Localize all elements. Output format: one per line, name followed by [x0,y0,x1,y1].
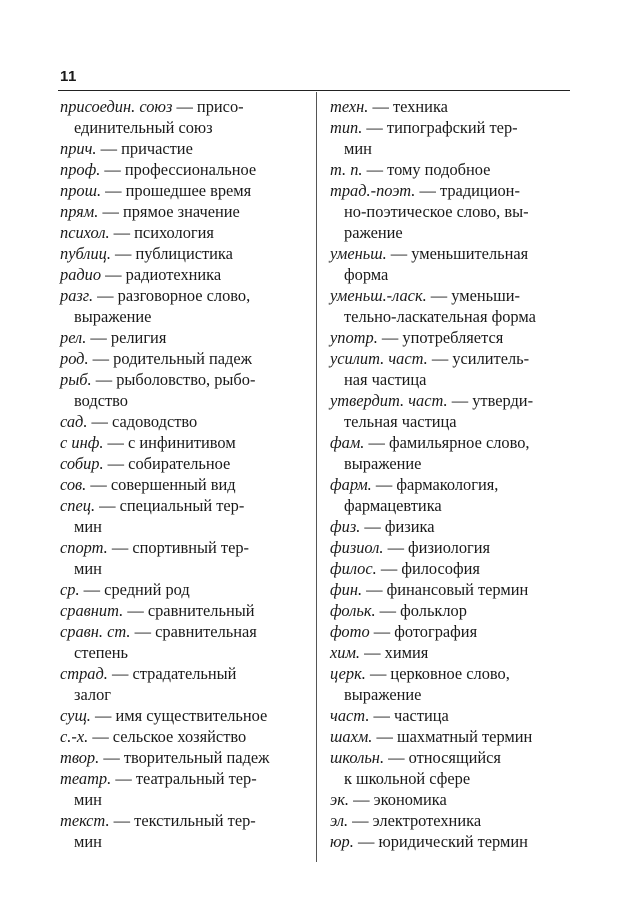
abbreviation-definition: — радиотехника [101,265,222,284]
abbreviation-entry [60,537,296,558]
abbreviation-entry [60,453,296,474]
abbreviation-definition: выражение [344,454,422,473]
abbreviation-entry [60,348,296,369]
abbreviation-definition: — электротехника [348,811,482,830]
abbreviation-term: разг. [60,286,94,305]
abbreviation-entry [60,579,296,600]
abbreviation-entry [330,537,566,558]
abbreviation-entry [60,159,296,180]
abbreviation-term: сущ. [60,706,91,725]
abbreviation-definition: тельно-ласкательная форма [344,307,536,326]
abbreviation-term: театр. [60,769,112,788]
abbreviation-definition: — химия [360,643,429,662]
abbreviation-entry [60,432,296,453]
abbreviation-definition: форма [344,265,389,284]
abbreviation-entry [330,621,566,642]
abbreviation-entry [330,579,566,600]
abbreviation-term: фам. [330,433,365,452]
abbreviation-definition: — родительный падеж [88,349,252,368]
abbreviation-definition: выражение [344,685,422,704]
abbreviation-entry [330,747,566,768]
abbreviation-term: радио [60,265,102,284]
abbreviation-term: эл. [330,811,349,830]
abbreviation-definition: — творительный падеж [99,748,270,767]
abbreviation-term: рел. [60,328,87,347]
abbreviation-entry [60,810,296,831]
abbreviation-entry [330,180,566,201]
abbreviation-definition: — физиология [383,538,491,557]
left-column [60,96,296,852]
entry-continuation [60,789,296,810]
abbreviation-definition: — типографский тер- [362,118,518,137]
entry-continuation [330,201,566,222]
abbreviation-term: проф. [60,160,101,179]
abbreviation-definition: — имя существительное [90,706,268,725]
abbreviation-term: юр. [330,832,354,851]
abbreviation-entry [60,705,296,726]
abbreviation-definition: выражение [74,307,152,326]
abbreviation-entry [60,138,296,159]
entry-continuation [330,306,566,327]
abbreviation-definition: — юридический термин [353,832,528,851]
abbreviation-term: род. [60,349,89,368]
abbreviation-entry [60,621,296,642]
abbreviation-entry [330,243,566,264]
abbreviation-term: усилит. част. [330,349,428,368]
abbreviation-definition: — шахматный термин [372,727,533,746]
entry-continuation [330,222,566,243]
abbreviation-definition: — относящийся [384,748,501,767]
abbreviation-term: употр. [330,328,378,347]
entry-continuation [60,831,296,852]
abbreviation-definition: — профессиональное [100,160,257,179]
abbreviation-term: трад.-поэт. [330,181,416,200]
abbreviation-entry [60,663,296,684]
abbreviation-term: утвердит. част. [330,391,448,410]
entry-continuation [330,138,566,159]
abbreviation-definition: залог [74,685,111,704]
abbreviation-definition: — присо- [172,97,244,116]
entry-continuation [330,453,566,474]
entry-continuation [330,411,566,432]
abbreviation-term: физиол. [330,538,384,557]
abbreviation-entry [330,642,566,663]
entry-continuation [60,516,296,537]
abbreviation-entry [330,516,566,537]
abbreviation-definition: мин [74,559,102,578]
abbreviation-term: сов. [60,475,87,494]
column-divider [316,92,317,862]
abbreviation-entry [60,180,296,201]
abbreviation-term: публиц. [60,244,111,263]
abbreviation-definition: мин [74,790,102,809]
abbreviation-definition: ная частица [344,370,427,389]
abbreviation-definition: — театральный тер- [111,769,257,788]
abbreviation-definition: — фамильярное слово, [364,433,530,452]
abbreviation-term: филос. [330,559,377,578]
abbreviation-definition: — церковное слово, [365,664,510,683]
abbreviation-entry [330,789,566,810]
entry-continuation [330,369,566,390]
abbreviation-term: спец. [60,496,96,515]
abbreviation-entry [330,96,566,117]
abbreviation-definition: — с инфинитивом [103,433,236,452]
entry-continuation [60,117,296,138]
abbreviation-entry [330,285,566,306]
entry-continuation [60,558,296,579]
abbreviation-entry [60,369,296,390]
abbreviation-entry [60,411,296,432]
abbreviation-definition: ражение [344,223,403,242]
abbreviation-entry [330,432,566,453]
abbreviation-definition: единительный союз [74,118,213,137]
abbreviation-definition: — сравнительный [123,601,255,620]
abbreviation-definition: — сельское хозяйство [88,727,247,746]
abbreviation-entry [60,768,296,789]
abbreviation-term: текст. [60,811,110,830]
abbreviation-definition: к школьной сфере [344,769,471,788]
abbreviation-entry [60,222,296,243]
abbreviation-definition: — экономика [349,790,447,809]
abbreviation-term: с инф. [60,433,104,452]
abbreviation-definition: — традицион- [415,181,520,200]
abbreviation-entry [330,558,566,579]
abbreviation-term: фин. [330,580,363,599]
abbreviation-entry [330,810,566,831]
abbreviation-definition: мин [344,139,372,158]
entry-continuation [330,684,566,705]
abbreviation-entry [330,117,566,138]
entry-continuation [330,495,566,516]
abbreviation-term: церк. [330,664,366,683]
abbreviation-entry [330,705,566,726]
abbreviation-definition: — уменьшительная [386,244,529,263]
abbreviation-term: фото [330,622,370,641]
abbreviation-definition: — психология [109,223,214,242]
abbreviation-definition: — употребляется [377,328,504,347]
abbreviation-entry [60,726,296,747]
abbreviation-term: уменьш. [330,244,387,263]
abbreviation-term: фарм. [330,475,372,494]
abbreviation-term: собир. [60,454,104,473]
abbreviation-term: школьн. [330,748,385,767]
abbreviation-term: тип. [330,118,363,137]
abbreviation-definition: — причастие [96,139,193,158]
right-column [330,96,566,852]
abbreviation-definition: — садоводство [87,412,198,431]
abbreviation-definition: — частица [369,706,449,725]
abbreviation-definition: степень [74,643,129,662]
abbreviation-term: т. п. [330,160,363,179]
abbreviation-term: хим. [330,643,361,662]
abbreviation-term: спорт. [60,538,108,557]
abbreviation-term: сравн. ст. [60,622,131,641]
abbreviation-definition: — фотография [369,622,478,641]
abbreviation-definition: — тому подобное [362,160,491,179]
abbreviation-term: шахм. [330,727,373,746]
abbreviation-definition: — специальный тер- [95,496,245,515]
abbreviation-entry [60,495,296,516]
abbreviation-entry [330,474,566,495]
abbreviation-definition: — собирательное [103,454,231,473]
abbreviation-definition: — фармакология, [371,475,499,494]
abbreviation-entry [60,747,296,768]
abbreviation-definition: — страдательный [107,664,237,683]
abbreviation-entry [60,243,296,264]
abbreviation-term: прош. [60,181,102,200]
abbreviation-term: прич. [60,139,97,158]
abbreviation-definition: — уменьши- [426,286,521,305]
abbreviation-entry [330,663,566,684]
abbreviation-term: ср. [60,580,80,599]
abbreviation-term: сад. [60,412,88,431]
entry-continuation [60,642,296,663]
abbreviation-entry [330,726,566,747]
abbreviation-definition: но-поэтическое слово, вы- [344,202,529,221]
abbreviation-entry [330,831,566,852]
abbreviation-term: уменьш.-ласк. [330,286,427,305]
abbreviation-entry [330,348,566,369]
abbreviation-term: част. [330,706,370,725]
abbreviation-definition: — разговорное слово, [93,286,251,305]
abbreviation-entry [60,600,296,621]
abbreviation-term: рыб. [60,370,92,389]
abbreviation-entry [60,96,296,117]
abbreviation-entry [330,600,566,621]
abbreviation-definition: — техника [368,97,448,116]
abbreviation-definition: — прошедшее время [101,181,252,200]
abbreviation-definition: — спортивный тер- [107,538,250,557]
entry-continuation [60,390,296,411]
abbreviation-entry [330,159,566,180]
abbreviation-term: сравнит. [60,601,124,620]
abbreviation-definition: мин [74,832,102,851]
abbreviation-definition: водство [74,391,128,410]
entry-continuation [60,306,296,327]
entry-continuation [330,264,566,285]
abbreviation-definition: мин [74,517,102,536]
abbreviation-term: прям. [60,202,99,221]
abbreviation-definition: — фольклор [375,601,467,620]
abbreviation-entry [60,285,296,306]
abbreviation-definition: — физика [360,517,435,536]
abbreviation-definition: — совершенный вид [86,475,236,494]
abbreviation-entry [60,327,296,348]
abbreviation-entry [330,390,566,411]
abbreviation-term: с.-х. [60,727,89,746]
page-number: 11 [60,68,77,85]
abbreviation-entry [60,474,296,495]
abbreviation-term: фольк. [330,601,376,620]
abbreviation-definition: — публицистика [110,244,233,263]
abbreviation-definition: — утверди- [447,391,534,410]
abbreviation-definition: — средний род [79,580,190,599]
abbreviation-definition: — религия [86,328,167,347]
abbreviation-term: физ. [330,517,361,536]
abbreviation-definition: фармацевтика [344,496,442,515]
abbreviation-entry [60,201,296,222]
abbreviation-term: страд. [60,664,108,683]
abbreviation-term: присоедин. союз [60,97,173,116]
abbreviation-entry [330,327,566,348]
abbreviation-term: твор. [60,748,100,767]
abbreviation-definition: — рыболовство, рыбо- [91,370,256,389]
abbreviation-term: техн. [330,97,369,116]
abbreviation-definition: — финансовый термин [362,580,529,599]
entry-continuation [330,768,566,789]
abbreviation-definition: — сравнительная [130,622,257,641]
abbreviation-definition: — философия [376,559,480,578]
header-rule [58,90,570,91]
abbreviation-definition: — прямое значение [98,202,240,221]
abbreviation-definition: — усилитель- [427,349,530,368]
abbreviation-term: эк. [330,790,349,809]
abbreviation-definition: тельная частица [344,412,457,431]
abbreviation-definition: — текстильный тер- [109,811,256,830]
abbreviation-entry [60,264,296,285]
abbreviation-term: психол. [60,223,110,242]
entry-continuation [60,684,296,705]
